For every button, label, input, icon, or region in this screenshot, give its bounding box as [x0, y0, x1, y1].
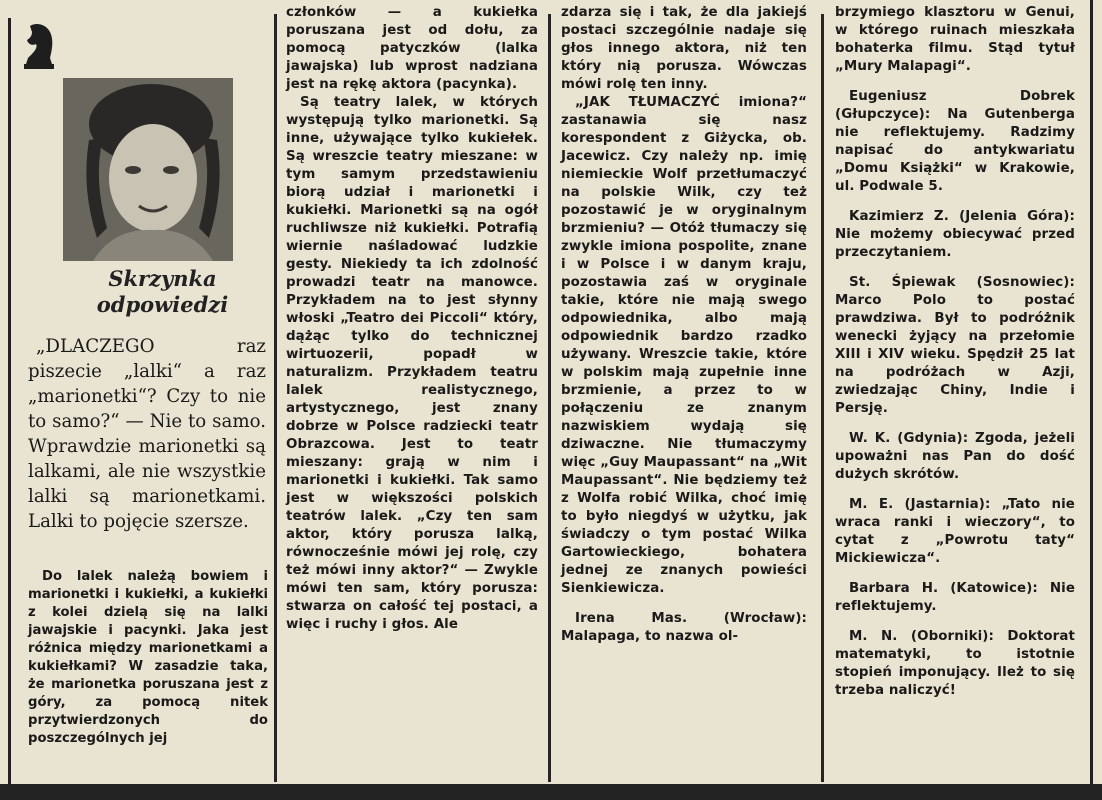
column-4-paragraph-1: brzymiego klasztoru w Genui, w którego ruinach mieszkała bohaterka filmu. Stąd tytuł „Mury Malapagi“. [835, 5, 1075, 74]
column-rule-1 [274, 14, 277, 782]
column-4-paragraph-5: W. K. (Gdynia): Zgoda, jeżeli upoważni nas Pan do dość dużych skrótów. [835, 431, 1075, 482]
column-rule-3 [821, 14, 824, 782]
mailbox-title-line2: odpowiedzi [96, 292, 229, 317]
column-2-paragraph-1: członków — a kukiełka poruszana jest od dołu, za pomocą patyczków (lalka jawajska) lub wprost nadziana jest na rękę aktora (pacynka). [286, 5, 538, 92]
column-4-paragraph-4: St. Śpiewak (Sosnowiec): Marco Polo to postać prawdziwa. Był to podróżnik wenecki żyjący na przełomie XIII i XIV wieku. Spędził 25 lat na podróżach w Azji, zwiedzając Chiny, Indie i Persję. [835, 275, 1075, 416]
left-frame-rule [8, 18, 11, 788]
column-2-paragraph-2: Są teatry lalek, w których występują tylko marionetki. Są inne, używające tylko kukiełek. Są wreszcie teatry mieszane: w tym samym przedstawieniu biorą udział i marionetki i kukiełki. Marionetki są na ogół ruchliwsze niż kukiełki. Potrafią wiernie naśladować ludzkie gesty. Niekiedy ta ich zdolność prowadzi teatr na manowce. Przykładem na to jest słynny włoski „Teatro dei Piccoli“ który, dążąc tylko do technicznej wirtuozerii, popadł w naturalizm. Przykładem teatru lalek realistycznego, artystycznego, jest znany dobrze w Polsce radziecki teatr Obrazcowa. Jest to teatr mieszany: grają w nim i marionetki i kukiełki. Tak samo jest w większości polskich teatrów lalek. „Czy ten sam aktor, który porusza lalką, równocześnie mówi jej rolę, czy też mówi inny aktor?“ — Zwykle mówi ten sam, który porusza: stwarza on całość tej postaci, a więc i ruchy i głos. Ale [286, 95, 538, 632]
mailbox-title [80, 266, 245, 318]
column-4-paragraph-2: Eugeniusz Dobrek (Głupczyce): Na Gutenberga nie reflektujemy. Radzimy napisać do antykwariatu „Domu Książki“ w Krakowie, ul. Podwale 5. [835, 89, 1075, 194]
column-3 [561, 4, 807, 646]
column-1-paragraph: Do lalek należą bowiem i marionetki i kukiełki, a kukiełki z kolei dzielą się na lalki jawajskie i pacynki. Jaka jest różnica między marionetkami a kukiełkami? W zasadzie taka, że marionetka poruszana jest z góry, za pomocą nitek przytwierdzonych do poszczególnych jej [28, 569, 268, 746]
column-4-paragraph-8: M. N. (Oborniki): Doktorat matematyki, to istotnie stopień imponujący. Ileż to się trzeba naliczyć! [835, 629, 1075, 698]
portrait-photo [63, 78, 233, 261]
right-frame-rule [1090, 0, 1093, 788]
column-rule-2 [548, 14, 551, 782]
column-3-paragraph-1: zdarza się i tak, że dla jakiejś postaci szczególnie nadaje się głos innego aktora, niż ten który nią porusza. Wówczas mówi rolę ten inny. [561, 5, 807, 92]
column-2 [286, 4, 538, 634]
column-3-paragraph-2: „JAK TŁUMACZYĆ imiona?“ zastanawia się nasz korespondent z Giżycka, ob. Jacewicz. Czy należy np. imię niemieckie Wolf przetłumaczyć na polskie Wilk, czy też pozostawić je w oryginalnym brzmieniu? — Otóż tłumaczy się zwykle imiona pospolite, znane i w Polsce i w danym kraju, pozostawia zaś w oryginale takie, które nie mają swego odpowiednika, albo mają odpowiednik bardzo rzadko używany. Wreszcie takie, które w polskim mają zupełnie inne brzmienie, a przez to w połączeniu ze znanym nazwiskiem wydają się dziwaczne. Nie tłumaczymy więc „Guy Maupassant“ na „Wit Maupassant“. Nie będziemy też z Wolfa robić Wilka, choć imię to było niegdyś w użytku, jak świadczy o tym postać Wilka Gartowieckiego, bohatera jednej ze znanych powieści Sienkiewicza. [561, 95, 807, 596]
column-3-paragraph-3: Irena Mas. (Wrocław): Malapaga, to nazwa ol- [561, 611, 807, 644]
lead-text: „DLACZEGO raz piszecie „lalki“ a raz „marionetki“? Czy to nie to samo?“ — Nie to samo. Wprawdzie marionetki są lalkami, ale nie wszystkie lalki są marionetkami. Lalki to pojęcie szersze. [28, 336, 266, 532]
column-4-paragraph-3: Kazimierz Z. (Jelenia Góra): Nie możemy obiecywać przed przeczytaniem. [835, 209, 1075, 260]
bottom-bar [0, 784, 1102, 800]
chess-knight-icon [16, 18, 64, 72]
column-4-paragraph-6: M. E. (Jastarnia): „Tato nie wraca ranki i wieczory“, to cytat z „Powrotu taty“ Mickiewicza“. [835, 497, 1075, 566]
column-1-body [28, 568, 268, 748]
column-4-paragraph-7: Barbara H. (Katowice): Nie reflektujemy. [835, 581, 1075, 614]
lead-paragraph [28, 334, 266, 534]
column-4 [835, 4, 1075, 700]
mailbox-title-line1: Skrzynka [108, 266, 217, 291]
